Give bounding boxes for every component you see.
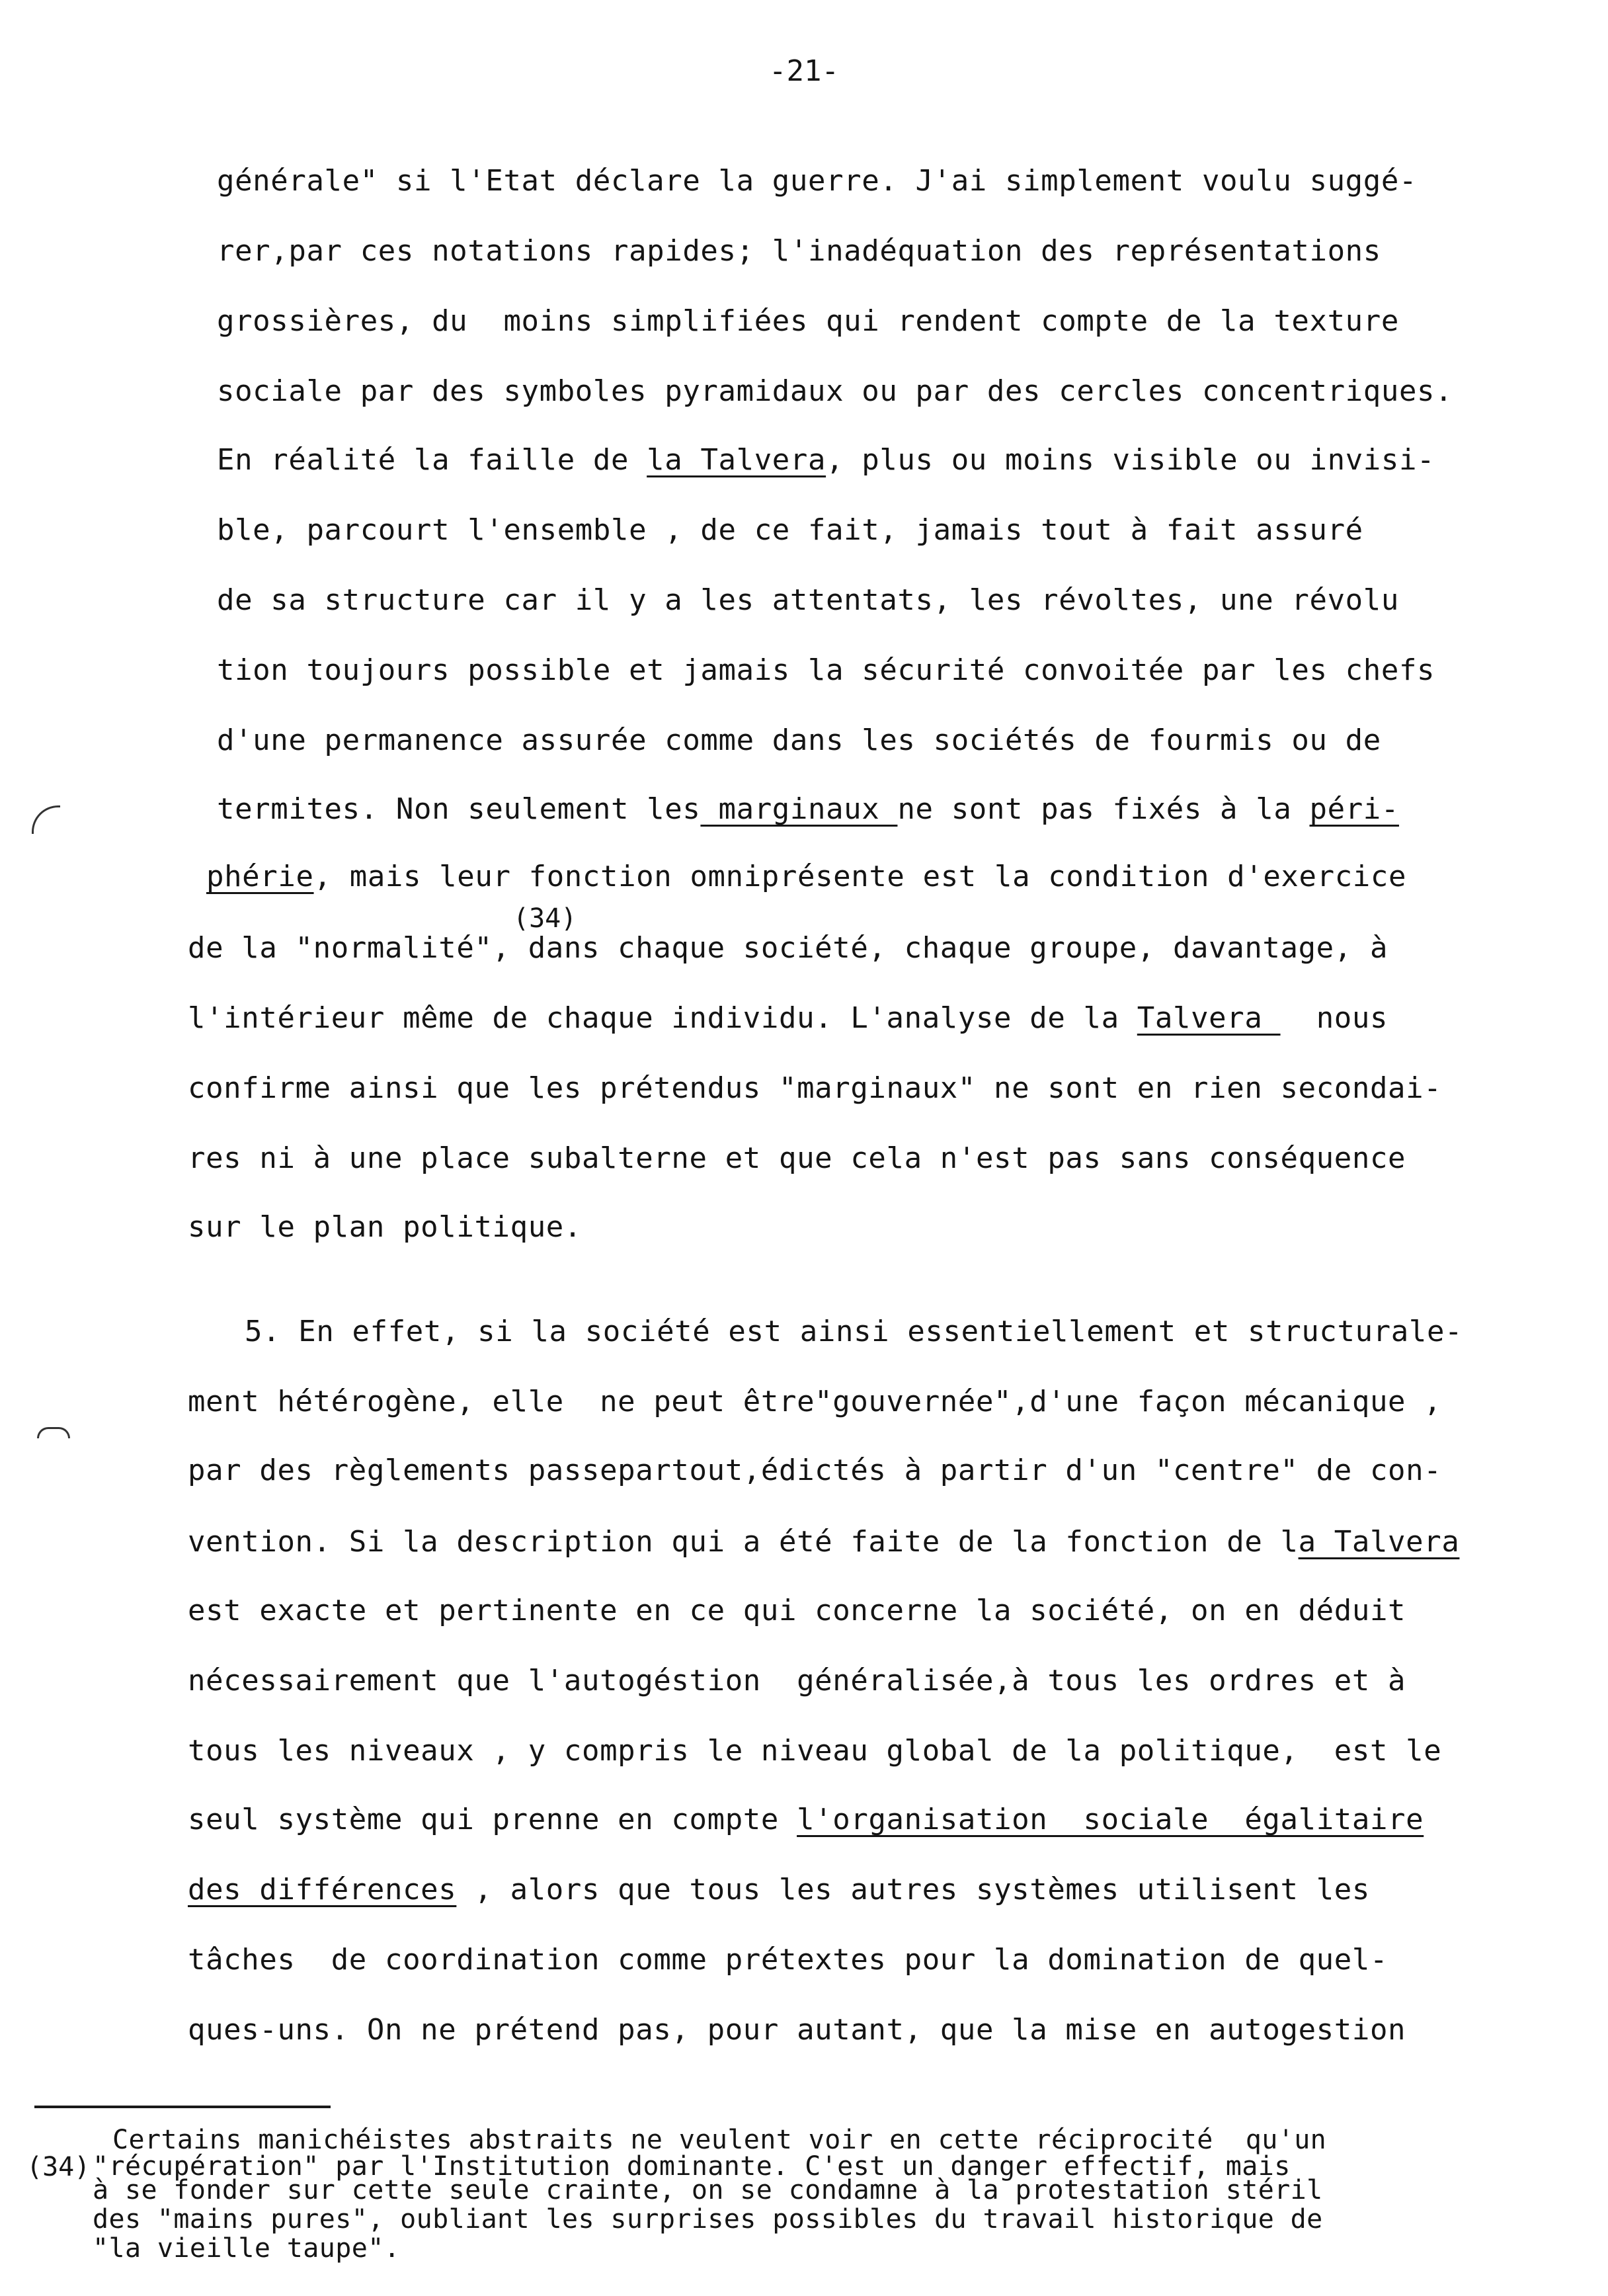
margin-mark — [37, 1427, 70, 1438]
text-span: seul système qui prenne en compte — [188, 1803, 797, 1836]
text-line — [188, 1001, 1388, 1035]
text-line: confirme ainsi que les prétendus "marginaux" ne sont en rien secondai- — [188, 1071, 1442, 1105]
text-line: grossières, du moins simplifiées qui rendent compte de la texture — [217, 304, 1399, 338]
text-span: , mais leur fonction omniprésente est la condition d'exercice — [313, 860, 1407, 893]
footnote-number: (34) — [26, 2152, 91, 2182]
text-span: l'intérieur même de chaque individu. L'analyse de la — [188, 1001, 1137, 1035]
text-line — [188, 1805, 1424, 1834]
footnote-line: Certains manichéistes abstraits ne veulent voir en cette réciprocité qu'un — [112, 2125, 1327, 2155]
footnote-line: des "mains pures", oubliant les surprises possibles du travail historique de — [93, 2204, 1323, 2234]
footnote-reference: (34) — [513, 903, 577, 934]
text-line: res ni à une place subalterne et que cela n'est pas sans conséquence — [188, 1141, 1406, 1175]
underlined-term: des différences — [188, 1873, 457, 1906]
text-line — [217, 792, 1399, 826]
text-line: d'une permanence assurée comme dans les sociétés de fourmis ou de — [217, 723, 1381, 757]
text-line: sur le plan politique. — [188, 1210, 582, 1244]
footnote-line: "la vieille taupe". — [93, 2233, 401, 2264]
text-span: ne sont pas fixés à la — [897, 792, 1310, 826]
text-line: ques-uns. On ne prétend pas, pour autant, que la mise en autogestion — [188, 2013, 1406, 2047]
underlined-term: a Talvera — [1298, 1525, 1460, 1559]
underlined-term: phérie — [206, 860, 314, 893]
text-line: sociale par des symboles pyramidaux ou par des cercles concentriques. — [217, 374, 1453, 408]
text-line: nécessairement que l'autogéstion généralisée,à tous les ordres et à — [188, 1664, 1406, 1698]
text-span: nous — [1280, 1001, 1388, 1035]
text-line: tâches de coordination comme prétextes pour la domination de quel- — [188, 1943, 1388, 1977]
footnote-line: "récupération" par l'Institution dominante. C'est un danger effectif, mais — [93, 2151, 1291, 2182]
text-line — [188, 1875, 1370, 1905]
footnote-separator — [34, 2106, 331, 2108]
underlined-term: l'organisation sociale égalitaire — [797, 1803, 1424, 1836]
text-line: générale" si l'Etat déclare la guerre. J'ai simplement voulu suggé- — [217, 164, 1418, 198]
text-span: vention. Si la description qui a été faite de la fonction de l — [188, 1525, 1299, 1559]
text-line: est exacte et pertinente en ce qui concerne la société, on en déduit — [188, 1594, 1406, 1627]
text-line: ble, parcourt l'ensemble , de ce fait, jamais tout à fait assuré — [217, 513, 1363, 547]
margin-mark — [32, 805, 60, 834]
text-line — [188, 1525, 1460, 1559]
text-line: tous les niveaux , y compris le niveau global de la politique, est le — [188, 1734, 1442, 1768]
text-span: En réalité la faille de — [217, 443, 647, 477]
text-span: termites. Non seulement les — [217, 792, 701, 826]
text-line: ment hétérogène, elle ne peut être"gouvernée",d'une façon mécanique , — [188, 1385, 1442, 1418]
text-span: , plus ou moins visible ou invisi- — [826, 443, 1435, 477]
footnote-line: à se fonder sur cette seule crainte, on se condamne à la protestation stéril — [93, 2175, 1323, 2205]
text-line: de la "normalité", dans chaque société, chaque groupe, davantage, à — [188, 931, 1388, 965]
text-line — [217, 443, 1435, 477]
underlined-term: marginaux — [700, 792, 898, 826]
text-line: par des règlements passepartout,édictés à partir d'un "centre" de con- — [188, 1454, 1442, 1487]
text-span: , alors que tous les autres systèmes utilisent les — [456, 1873, 1370, 1906]
text-line: tion toujours possible et jamais la sécurité convoitée par les chefs — [217, 653, 1435, 687]
text-line: de sa structure car il y a les attentats, les révoltes, une révolu — [217, 583, 1399, 617]
underlined-term: Talvera — [1137, 1001, 1281, 1035]
page-number: -21- — [769, 54, 839, 88]
text-line: rer,par ces notations rapides; l'inadéquation des représentations — [217, 234, 1381, 268]
underlined-term: la Talvera — [647, 443, 826, 477]
text-line — [206, 862, 1406, 891]
text-line: 5. En effet, si la société est ainsi essentiellement et structurale- — [245, 1315, 1463, 1348]
underlined-term: péri- — [1309, 792, 1399, 826]
